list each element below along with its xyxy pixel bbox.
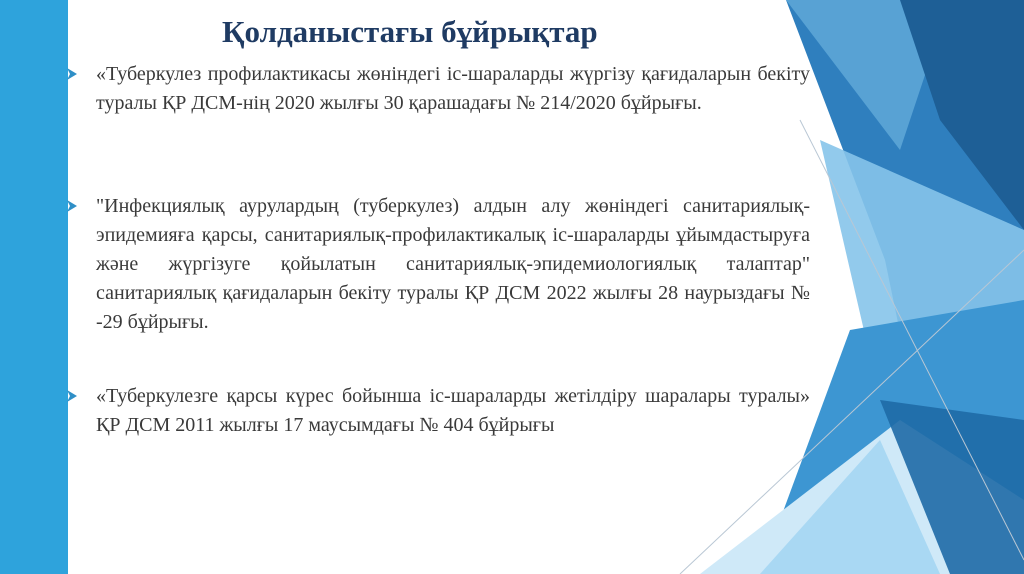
bullet-item [66, 192, 810, 337]
bullet-text: «Туберкулезге қарсы күрес бойынша іс-шараларды жетілдіру шаралары туралы» ҚР ДСМ 2011 жылғы 17 маусымдағы № 404 бұйрығы [96, 385, 810, 436]
bullet-item [66, 60, 810, 118]
arrow-bullet-icon [66, 68, 78, 80]
slide-title: Қолданыстағы бұйрықтар [222, 14, 598, 49]
bullet-item [66, 382, 810, 440]
bullet-text: «Туберкулез профилактикасы жөніндегі іс-шараларды жүргізу қағидаларын бекіту туралы ҚР ДСМ-нің 2020 жылғы 30 қарашадағы № 214/2020 бұйрығы. [96, 63, 810, 114]
bullet-text: "Инфекциялық аурулардың (туберкулез) алдын алу жөніндегі санитариялық-эпидемияға қарсы, санитариялық-профилактикалық іс-шараларды ұйымдастыруға және жүргізуге қойылатын санитариялық-эпидемиологиялық талаптар" санитариялық қағидаларын бекіту туралы ҚР ДСМ 2022 жылғы 28 наурыздағы № -29 бұйрығы. [96, 195, 810, 333]
arrow-bullet-icon [66, 200, 78, 212]
arrow-bullet-icon [66, 390, 78, 402]
